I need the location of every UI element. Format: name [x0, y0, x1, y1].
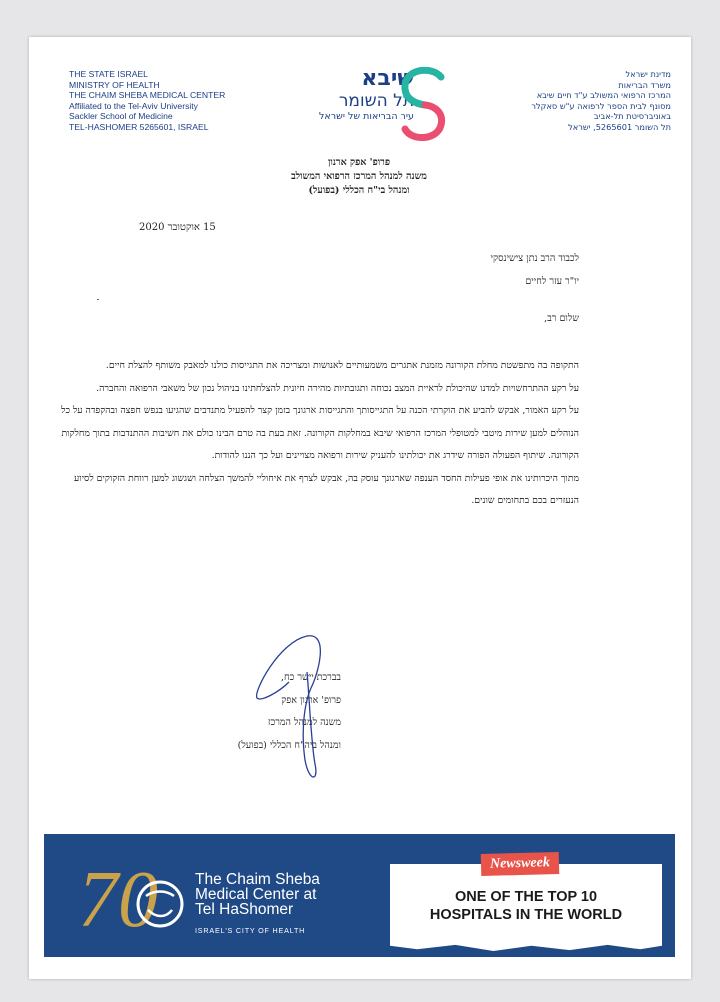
body-paragraph: על רקע האמור, אבקש להביע את הוקרתי הכנה על התגייסותך והתגייסות ארגונך בזמן קצר להפעיל מתנדבים שהגיעו בנפש חפצה ובהקפדה על כל הנוהלים למען שירות מיטבי למטופלי המרכז הרפואי שיבא במחלקות הקורונה. זאת בעת בה טרם הבינו כולם את חשיבות ההתנדבות בתוך מחלקות הקורונה. שיתוף הפעולה הפורה שידרג את יכולתינו להעניק שירות ורפואה מצויינים ועל כך הננו להודות.	[61, 405, 579, 461]
header-hebrew	[451, 69, 671, 133]
header-hebrew-line: משרד הבריאות	[618, 79, 671, 90]
banner-name-line: Tel HaShomer	[195, 901, 294, 918]
sheba-logo-icon	[397, 67, 449, 143]
letter-page	[29, 37, 691, 979]
addressee-line: לכבוד הרב נתן צישינסקי	[490, 253, 579, 264]
addressee-line: יו"ר עזר לחיים	[525, 276, 579, 287]
greeting: שלום רב,	[544, 313, 579, 324]
anniversary-number: 70	[78, 856, 158, 944]
header-english-line: Affiliated to the Tel-Aviv University	[69, 100, 198, 111]
header-hebrew-line: תל השומר 5265601, ישראל	[568, 121, 671, 132]
sheba-logo-text	[274, 67, 414, 123]
addressee	[491, 247, 580, 293]
header-english-line: Sackler School of Medicine	[69, 111, 173, 122]
signoff-line: פרופ' ארנון אפק	[281, 694, 341, 706]
body-paragraph: מתוך היכרותינו את אופי פעילות החסד הענפה שארגונך עוסק בה, אבקש לצרף את איחוליי להמשך הצלחה ושגשוג למען רווחת הזקוקים לסיוע הנעזרים בכם בתחומים שונים.	[73, 472, 579, 506]
banner-hospital-name	[195, 872, 345, 917]
header-english-line: THE CHAIM SHEBA MEDICAL CENTER	[69, 90, 226, 101]
sender-title	[179, 156, 539, 198]
signoff-line: משנה למנהל המרכז	[267, 717, 341, 728]
logo-tagline: עיר הבריאות של ישראל	[319, 111, 414, 122]
footer-banner	[44, 834, 675, 957]
header-hebrew-line: מסונף לבית הספר לרפואה ע"ש סאקלר	[531, 100, 671, 111]
signoff-line: בברכת יישר כח,	[281, 672, 341, 683]
header-hebrew-line: באוניברסיטת תל-אביב	[593, 111, 671, 122]
ranking-line: HOSPITALS IN THE WORLD	[429, 907, 623, 923]
anniversary-70-emblem	[74, 846, 194, 950]
body-paragraph: התקופה בה מתפשטת מחלת הקורונה מזמנת אתגרים משמעותיים לאנושות ומצריכה את התגייסות כולנו למאבק משותף להצלת חיים.	[105, 360, 579, 371]
banner-name-line: Medical Center at	[195, 886, 317, 903]
header-english-line: THE STATE ISRAEL	[69, 69, 148, 79]
ranking-line: ONE OF THE TOP 10	[454, 889, 598, 905]
header-english	[69, 69, 269, 133]
letter-date: 15 אוקטובר 2020	[139, 222, 216, 233]
signoff-line: ומנהל ביה"ח הכללי (בפועל)	[237, 739, 341, 751]
banner-name-line: The Chaim Sheba	[195, 871, 320, 888]
banner-city-tagline: ISRAEL'S CITY OF HEALTH	[195, 926, 306, 935]
logo-place: תל השומר	[338, 91, 414, 111]
header-hebrew-line: המרכז הרפואי המשולב ע"ד חיים שיבא	[536, 90, 671, 101]
sender-title-line: פרופ' אפק ארנון	[327, 157, 390, 168]
sender-title-line: משנה למנהל המרכז הרפואי המשולב	[291, 171, 427, 182]
header-english-line: TEL-HASHOMER 5265601, ISRAEL	[69, 121, 209, 132]
sender-title-line: ומנהל בי"ח הכללי (בפועל)	[308, 185, 410, 196]
body-paragraph: על רקע ההתרחשויות למדנו שהיכולת לראיית המצב נכוחה ותגובתיות מהירה חיונית להצלחתינו בניהול נכון של משאבי הרפואה והחברה.	[96, 382, 579, 394]
page-speck	[97, 299, 99, 300]
logo-name: שיבא	[361, 66, 414, 91]
newsweek-badge: Newsweek	[481, 852, 559, 876]
handwritten-signature	[249, 632, 339, 792]
letter-body	[59, 355, 579, 513]
header-english-line: MINISTRY OF HEALTH	[69, 79, 160, 90]
header-hebrew-line: מדינת ישראל	[625, 69, 671, 79]
